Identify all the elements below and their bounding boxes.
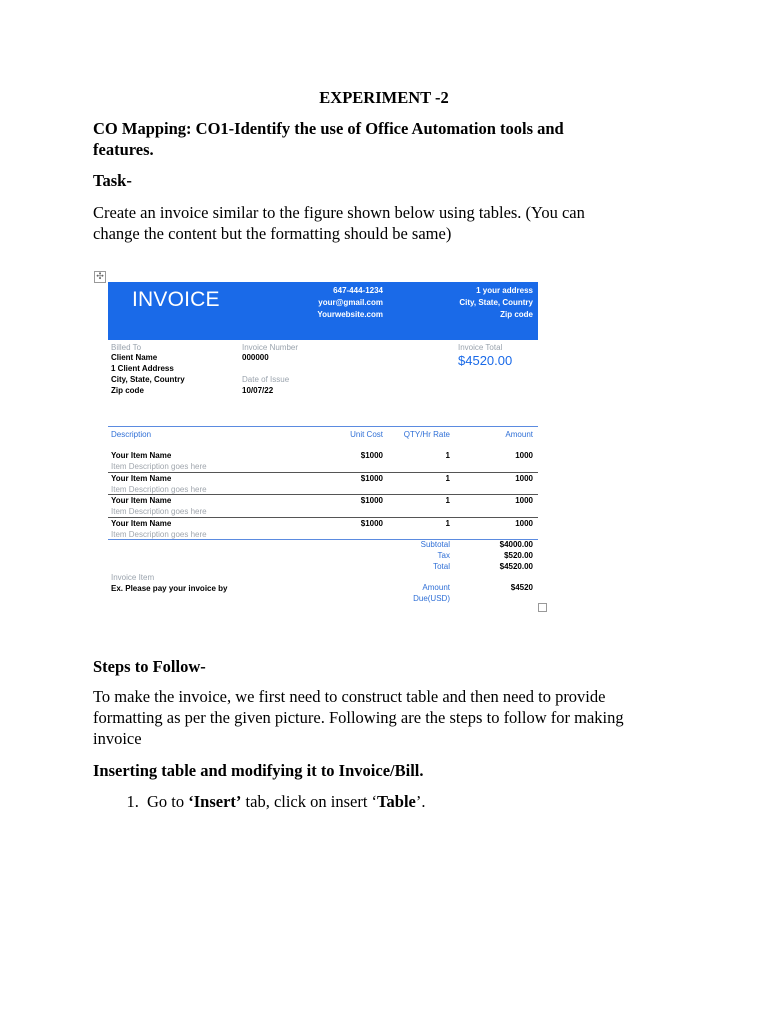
item-name: Your Item Name	[111, 474, 172, 483]
page-title: EXPERIMENT -2	[319, 88, 449, 107]
amount-due-label-1: Amount	[422, 583, 450, 592]
invoice-total-amount: $4520.00	[458, 353, 513, 368]
task-text-line-1: Create an invoice similar to the figure shown below using tables. (You can	[93, 203, 585, 222]
header-rule	[108, 426, 538, 427]
item-amount: 1000	[515, 451, 533, 460]
subtotal-value: $4000.00	[499, 540, 533, 549]
steps-list	[93, 791, 426, 812]
item-description: Item Description goes here	[111, 507, 207, 516]
item-amount: 1000	[515, 474, 533, 483]
item-name: Your Item Name	[111, 496, 172, 505]
item-qty: 1	[445, 496, 450, 505]
date-label: Date of Issue	[242, 375, 290, 384]
subtotal-label: Subtotal	[420, 540, 450, 549]
col-amount: Amount	[505, 430, 533, 439]
total-label: Total	[433, 562, 450, 571]
address-line-3: Zip code	[500, 310, 533, 319]
steps-heading: Steps to Follow-	[93, 657, 206, 676]
table-move-handle-icon[interactable]: ✣	[94, 271, 106, 283]
item-description: Item Description goes here	[111, 485, 207, 494]
steps-text-line-1: To make the invoice, we first need to construct table and then need to provide	[93, 687, 606, 706]
invoice-title: INVOICE	[132, 288, 220, 311]
step-text-mid: tab, click on insert ‘	[241, 792, 378, 811]
client-address: 1 Client Address	[111, 364, 174, 373]
address-line-1: 1 your address	[476, 286, 533, 295]
client-city: City, State, Country	[111, 375, 185, 384]
tax-label: Tax	[437, 551, 450, 560]
item-description: Item Description goes here	[111, 462, 207, 471]
task-heading: Task-	[93, 171, 132, 190]
amount-due-label-2: Due(USD)	[413, 594, 450, 603]
co-mapping-line-1: CO Mapping: CO1-Identify the use of Office Automation tools and	[93, 119, 564, 138]
item-name: Your Item Name	[111, 451, 172, 460]
col-unit-cost: Unit Cost	[350, 430, 383, 439]
item-description: Item Description goes here	[111, 530, 207, 539]
amount-due-value: $4520	[510, 583, 533, 592]
client-zip: Zip code	[111, 386, 144, 395]
item-unit-cost: $1000	[360, 496, 383, 505]
step-table: Table	[377, 792, 416, 811]
terms-text: Ex. Please pay your invoice by	[111, 584, 228, 593]
item-unit-cost: $1000	[360, 474, 383, 483]
item-amount: 1000	[515, 519, 533, 528]
item-qty: 1	[445, 519, 450, 528]
steps-text-line-2: formatting as per the given picture. Following are the steps to follow for making	[93, 708, 624, 727]
invoice-number-label: Invoice Number	[242, 343, 299, 352]
invoice-banner	[108, 282, 538, 340]
invoice-number: 000000	[242, 353, 269, 362]
list-item	[143, 791, 426, 812]
contact-website: Yourwebsite.com	[317, 310, 383, 319]
step-text-pre: Go to	[147, 792, 189, 811]
item-name: Your Item Name	[111, 519, 172, 528]
invoice-contact	[288, 285, 383, 321]
tax-value: $520.00	[504, 551, 533, 560]
task-text-line-2: change the content but the formatting should be same)	[93, 224, 452, 243]
total-value: $4520.00	[499, 562, 533, 571]
section-subheading: Inserting table and modifying it to Invoice/Bill.	[93, 761, 424, 780]
terms-label: Invoice Item	[111, 573, 155, 582]
item-unit-cost: $1000	[360, 519, 383, 528]
contact-email: your@gmail.com	[318, 298, 383, 307]
client-name: Client Name	[111, 353, 158, 362]
step-insert-tab: ‘Insert’	[188, 792, 242, 811]
date-of-issue: 10/07/22	[242, 386, 274, 395]
step-text-post: ’.	[415, 792, 426, 811]
invoice-figure	[108, 282, 538, 612]
item-amount: 1000	[515, 496, 533, 505]
item-qty: 1	[445, 451, 450, 460]
item-unit-cost: $1000	[360, 451, 383, 460]
col-qty-rate: QTY/Hr Rate	[403, 430, 450, 439]
col-description: Description	[111, 430, 152, 439]
table-resize-handle[interactable]	[538, 603, 547, 612]
co-mapping-line-2: features.	[93, 140, 154, 159]
invoice-address	[428, 285, 533, 321]
item-qty: 1	[445, 474, 450, 483]
contact-phone: 647-444-1234	[333, 286, 383, 295]
billed-to-label: Billed To	[111, 343, 142, 352]
invoice-total-label: Invoice Total	[458, 343, 503, 352]
address-line-2: City, State, Country	[459, 298, 533, 307]
steps-text-line-3: invoice	[93, 729, 142, 748]
